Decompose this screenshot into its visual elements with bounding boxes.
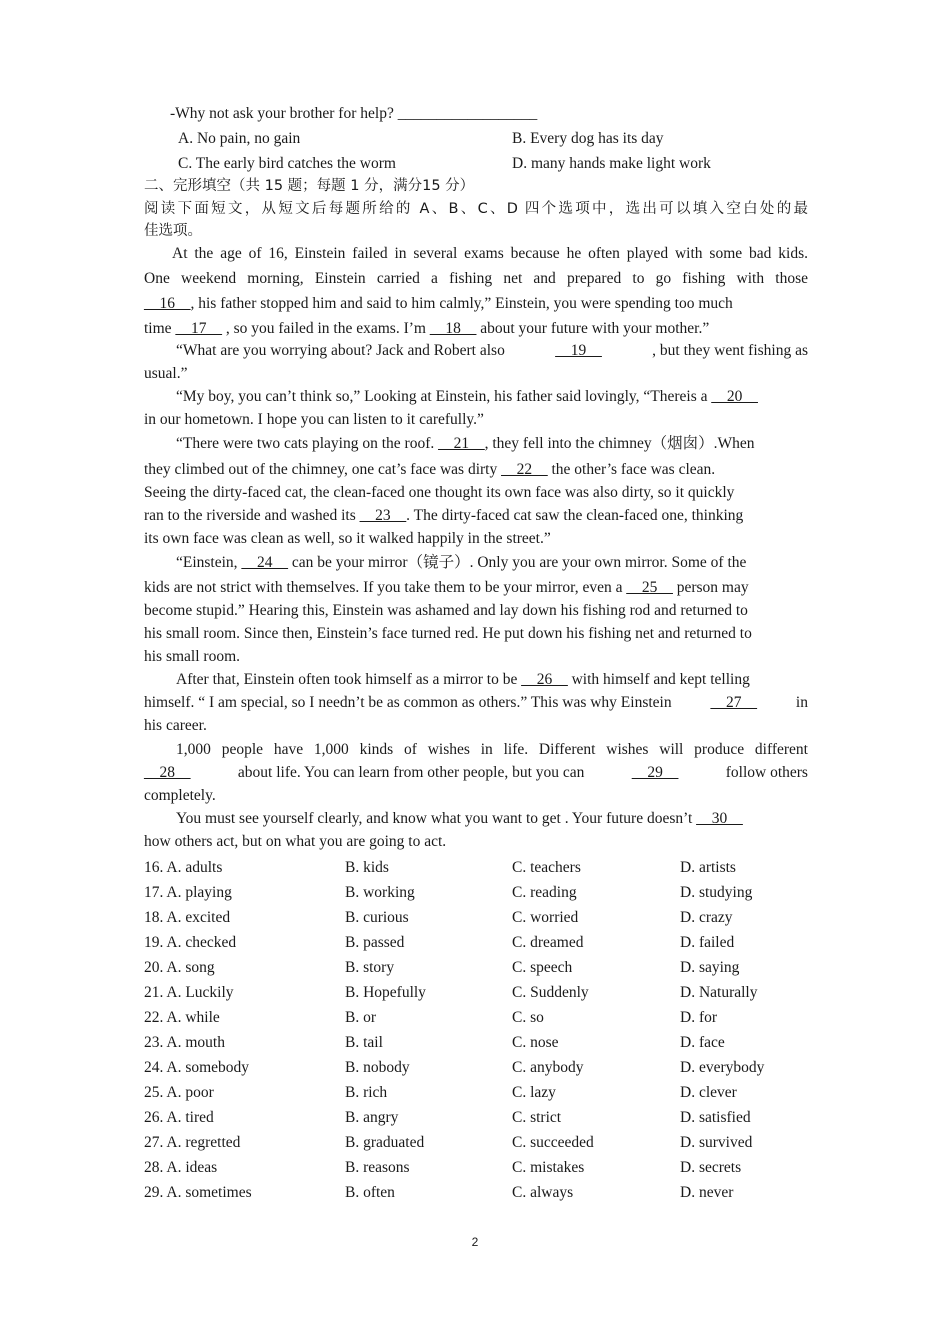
section-heading: 二、完形填空（共 15 题；每题 1 分，满分15 分） [144,178,475,194]
choice-b: B. graduated [345,1134,425,1151]
passage-line: time __17__ , so you failed in the exams. I’m __18__ about your future with your mother.” [144,320,710,337]
blank-19: __19__ [555,342,602,359]
choice-a: 20. A. song [144,959,215,976]
choice-d: D. secrets [680,1159,742,1176]
choice-d: D. failed [680,934,735,951]
passage-line: completely. [144,787,216,804]
choice-b: B. often [345,1184,395,1201]
choice-a: 26. A. tired [144,1109,214,1126]
blank-23: __23__ [359,507,407,524]
choice-b: B. working [345,884,415,901]
choice-b: B. tail [345,1034,383,1051]
passage-line: “Einstein, __24__ can be your mirror（镜子）. Only you are your own mirror. Some of the [176,554,747,571]
choice-a: 17. A. playing [144,884,232,901]
choice-b: B. or [345,1009,376,1026]
choice-a: 16. A. adults [144,859,223,876]
choice-a: 19. A. checked [144,934,237,951]
choice-d: D. never [680,1184,734,1201]
blank-18: __18__ [429,320,477,337]
choice-a: 25. A. poor [144,1084,214,1101]
choice-c: C. anybody [512,1059,584,1076]
choice-c: C. dreamed [512,934,584,951]
choice-c: C. teachers [512,859,581,876]
choice-d: D. for [680,1009,718,1026]
choice-d: D. clever [680,1084,737,1101]
choice-c: C. worried [512,909,579,926]
blank-24: __24__ [241,554,288,571]
blank-28: __28__ [144,764,191,781]
passage-line: they climbed out of the chimney, one cat’s face was dirty __22__ the other’s face was clean. [144,461,716,478]
choice-b: B. nobody [345,1059,410,1076]
choice-d: D. saying [680,959,740,976]
blank-17: __17__ [175,320,222,337]
choice-b: B. passed [345,934,405,951]
choice-b: B. kids [345,859,389,876]
choice-c: C. speech [512,959,573,976]
choice-d: D. survived [680,1134,753,1151]
option-b: B. Every dog has its day [512,130,664,147]
passage-line: his small room. [144,648,241,665]
passage-line: how others act, but on what you are going to act. [144,833,447,850]
choice-a: 27. A. regretted [144,1134,241,1151]
passage-line: himself. “ I am special, so I needn’t be as common as others.” This was why Einstein __27__ in [144,694,808,711]
choice-d: D. studying [680,884,753,901]
choice-c: C. succeeded [512,1134,594,1151]
choice-b: B. angry [345,1109,399,1126]
choice-c: C. reading [512,884,577,901]
passage-line: “What are you worrying about? Jack and Robert also __19__ , but they went fishing as [176,342,808,359]
option-d: D. many hands make light work [512,155,711,172]
choice-a: 23. A. mouth [144,1034,225,1051]
choice-c: C. so [512,1009,544,1026]
choice-b: B. curious [345,909,409,926]
choice-a: 24. A. somebody [144,1059,250,1076]
passage-line: __16__, his father stopped him and said to him calmly,” Einstein, you were spending too much [144,295,733,312]
blank-21: __21__ [438,435,485,452]
passage-line: kids are not strict with themselves. If you take them to be your mirror, even a __25__ person may [144,579,749,596]
passage-line: his small room. Since then, Einstein’s face turned red. He put down his fishing net and returned to [144,625,752,642]
passage-line: Seeing the dirty-faced cat, the clean-faced one thought its own face was also dirty, so it quickly [144,484,735,501]
blank-29: __29__ [631,764,679,781]
choice-b: B. reasons [345,1159,410,1176]
question-stem: -Why not ask your brother for help? __________________ [170,105,538,122]
choice-a: 21. A. Luckily [144,984,234,1001]
choice-b: B. Hopefully [345,984,426,1001]
passage-line: After that, Einstein often took himself as a mirror to be __26__ with himself and kept telling [176,671,750,688]
passage-line: __28__ about life. You can learn from other people, but you can __29__ follow others [144,764,808,781]
passage-line: One weekend morning, Einstein carried a fishing net and prepared to go fishing with those [144,270,808,287]
choice-d: D. satisfied [680,1109,751,1126]
choice-d: D. face [680,1034,725,1051]
passage-line: “My boy, you can’t think so,” Looking at Einstein, his father said lovingly, “Thereis a __20__ [176,388,758,405]
blank-26: __26__ [521,671,568,688]
choice-d: D. Naturally [680,984,758,1001]
blank-20: __20__ [711,388,758,405]
choice-c: C. strict [512,1109,562,1126]
blank-30: __30__ [696,810,743,827]
choice-a: 22. A. while [144,1009,220,1026]
choice-b: B. rich [345,1084,388,1101]
passage-line: 1,000 people have 1,000 kinds of wishes in life. Different wishes will produce different [176,741,808,758]
blank-16: __16__ [144,295,191,312]
passage-line: At the age of 16, Einstein failed in several exams because he often played with some bad kids. [172,245,808,262]
passage-line: You must see yourself clearly, and know what you want to get . Your future doesn’t __30__ [176,810,743,827]
blank-27: __27__ [710,694,758,711]
passage-line: become stupid.” Hearing this, Einstein was ashamed and lay down his fishing rod and returned to [144,602,748,619]
passage-line: his career. [144,717,207,734]
choice-a: 18. A. excited [144,909,231,926]
passage-line: ran to the riverside and washed its __23__. The dirty-faced cat saw the clean-faced one, thinking [144,507,744,524]
passage-line: its own face was clean as well, so it walked happily in the street.” [144,530,551,547]
choice-c: C. nose [512,1034,559,1051]
choice-c: C. mistakes [512,1159,585,1176]
blank-22: __22__ [501,461,548,478]
page-number: 2 [471,1235,479,1249]
choice-a: 29. A. sometimes [144,1184,252,1201]
choice-d: D. everybody [680,1059,765,1076]
choice-a: 28. A. ideas [144,1159,218,1176]
passage-line: “There were two cats playing on the roof. __21__, they fell into the chimney（烟囱）.When [176,435,755,452]
section-instruction: 阅读下面短文，从短文后每题所给的 A、B、C、D 四个选项中，选出可以填入空白处的最 [144,201,808,217]
option-a: A. No pain, no gain [178,130,301,147]
choice-c: C. Suddenly [512,984,589,1001]
choice-b: B. story [345,959,395,976]
blank-25: __25__ [626,579,673,596]
choice-d: D. artists [680,859,736,876]
choice-c: C. lazy [512,1084,556,1101]
passage-line: usual.” [144,365,188,382]
option-c: C. The early bird catches the worm [178,155,396,172]
choice-d: D. crazy [680,909,733,926]
section-instruction-cont: 佳选项。 [144,223,202,239]
passage-line: in our hometown. I hope you can listen to it carefully.” [144,411,484,428]
choice-c: C. always [512,1184,574,1201]
